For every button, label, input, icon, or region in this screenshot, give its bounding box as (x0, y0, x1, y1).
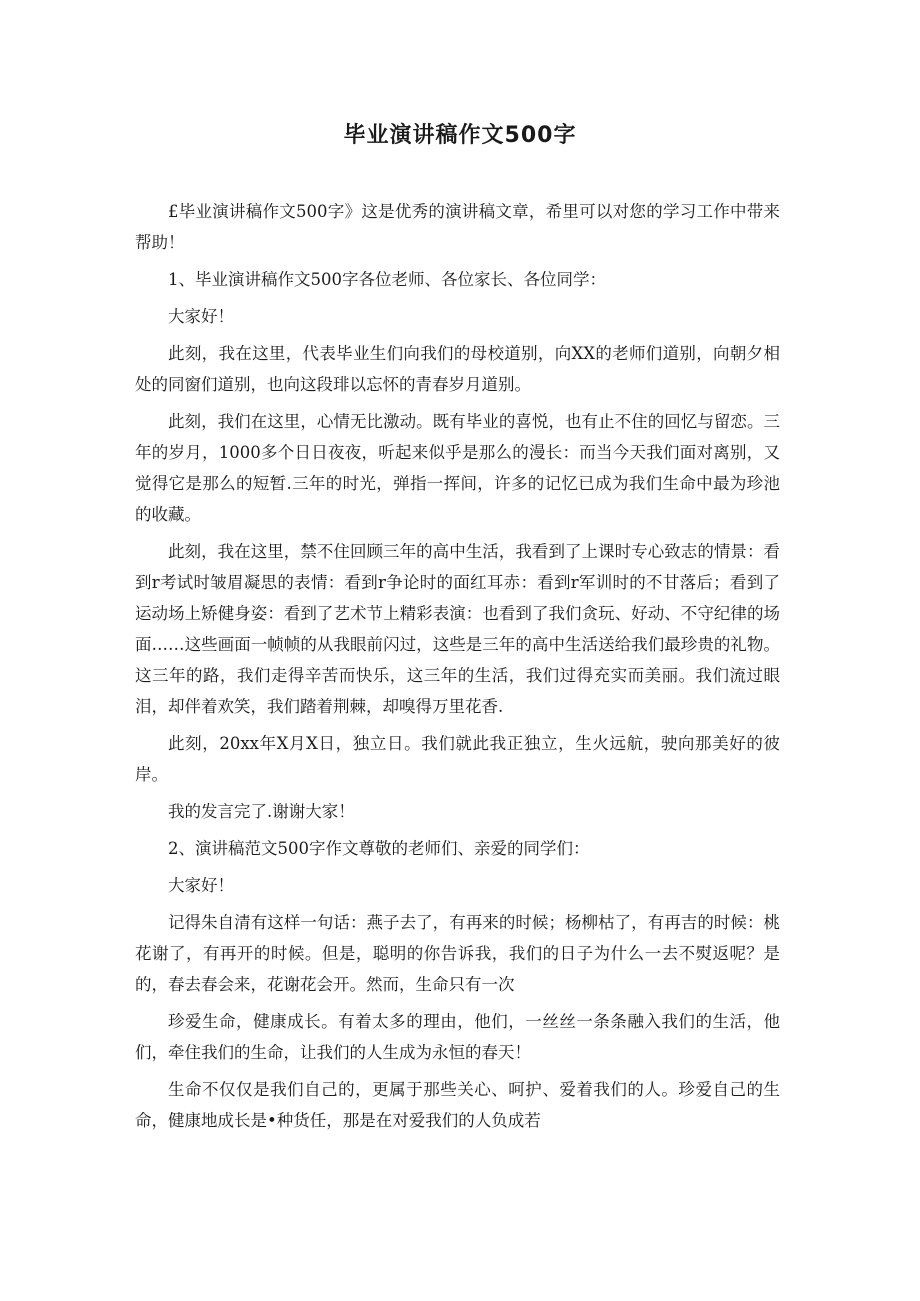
paragraph-independence: 此刻，20xx年X月X日，独立日。我们就此我正独立，生火远航，驶向那美好的彼岸。 (135, 734, 780, 784)
paragraph-greeting: 大家好！ (168, 307, 234, 326)
document-title: 毕业演讲稿作文500字 (343, 123, 577, 148)
paragraph-cherish-life: 珍爱生命，健康成长。有着太多的理由，他们，一丝丝一条条融入我们的生活，他们，牵住我们的生命，让我们的人生成为永恒的春天！ (135, 1012, 780, 1062)
document-body (135, 196, 780, 1142)
paragraph-farewell: 此刻，我在这里，代表毕业生们向我们的母校道别，向XX的老师们道别，向朝夕相处的同窗们道别，也向这段琲以忘怀的青春岁月道别。 (135, 344, 780, 394)
paragraph-closing: 我的发言完了.谢谢大家！ (168, 802, 355, 821)
paragraph-section-2-heading: 2、演讲稿范文500字作文尊敬的老师们、亲爱的同学们： (168, 839, 590, 858)
paragraph-greeting-2: 大家好！ (168, 876, 234, 895)
paragraph-emotion: 此刻，我们在这里，心情无比激动。既有毕业的喜悦，也有止不住的回忆与留恋。三年的岁月，1000多个日日夜夜，听起来似乎是那么的漫长：而当今天我们面对离别，又觉得它是那么的短暂.三年的时光，弹指一挥间，许多的记忆已成为我们生命中最为珍池的收藏。 (135, 412, 780, 524)
paragraph-section-1-heading: 1、毕业演讲稿作文500字各位老师、各位家长、各位同学： (168, 270, 606, 289)
paragraph-memories: 此刻，我在这里，禁不住回顾三年的高中生活，我看到了上课时专心致志的情景：看到r考试时皱眉凝思的表情：看到r争论时的面红耳赤：看到r军训时的不甘落后；看到了运动场上矫健身姿：看到了艺术节上精彩表演：也看到了我们贪玩、好动、不守纪律的场面……这些画面一帧帧的从我眼前闪过，这些是三年的高中生活送给我们最珍贵的礼物。这三年的路，我们走得辛苦而快乐，这三年的生活，我们过得充实而美丽。我们流过眼泪，却伴着欢笑，我们踏着荆棘，却嗅得万里花香. (135, 542, 780, 716)
paragraph-quote: 记得朱自清有这样一句话：燕子去了，有再来的时候；杨柳枯了，有再吉的时候：桃花谢了，有再开的时候。但是，聪明的你告诉我，我们的日子为什么一去不熨返呢？是的，春去春会来，花谢花会开。然而，生命只有一次 (135, 913, 780, 994)
paragraph-responsibility: 生命不仅仅是我们自己的，更属于那些关心、呵护、爱着我们的人。珍爱自己的生命，健康地成长是•种货任，那是在对爱我们的人负成若 (135, 1080, 780, 1130)
paragraph-intro: £毕业演讲稿作文500字》这是优秀的演讲稿文章，希里可以对您的学习工作中带来帮助！ (135, 202, 780, 252)
